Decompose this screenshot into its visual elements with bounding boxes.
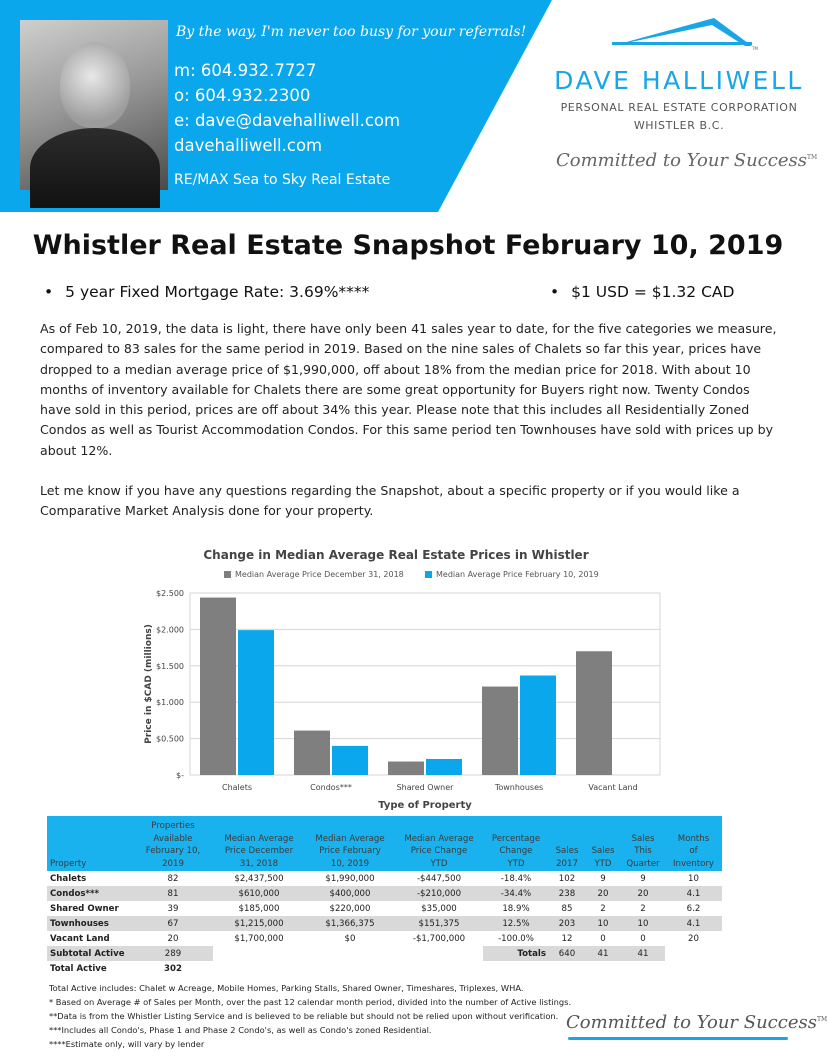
table-cell: 6.2 (686, 903, 701, 914)
table-cell: 39 (167, 903, 179, 914)
bar-dec-sharedowner (388, 762, 424, 775)
y-tick-label: $1.500 (156, 661, 184, 671)
bar-feb-chalets (238, 630, 274, 775)
table-cell: -$447,500 (416, 873, 462, 884)
logo-name: DAVE HALLIWELL (554, 66, 804, 95)
logo-slogan: Committed to Your Success™ (556, 150, 818, 171)
table-row (47, 901, 722, 916)
note-total-active: Total Active includes: Chalet w Acreage, Mobile Homes, Parking Stalls, Shared Owner, Timeshares, Triplexes, WHA. (49, 983, 524, 993)
y-axis-label: Price in $CAD (millions) (144, 624, 154, 744)
table-cell: $1,215,000 (213, 916, 305, 931)
table-header-row (47, 816, 722, 871)
header-percentage: Percentage Change YTD (483, 816, 549, 871)
table-cell: 4.1 (665, 916, 722, 931)
y-tick-label: $1.000 (156, 698, 184, 708)
snapshot-table (47, 816, 722, 976)
y-tick-label: $2.000 (156, 625, 184, 635)
header-price-dec: Median Average Price December 31, 2018 (213, 816, 305, 871)
x-tick-label: Chalets (221, 783, 253, 792)
page-title: Whistler Real Estate Snapshot February 10, 2019 (32, 230, 784, 261)
table-cell: 2 (600, 903, 606, 914)
table-cell: 302 (164, 963, 182, 974)
x-tick-label: Vacant Land (588, 783, 638, 792)
legend-item-dec: Median Average Price December 31, 2018 (224, 570, 404, 579)
table-row (47, 886, 722, 901)
table-cell: $610,000 (213, 886, 305, 901)
y-tick-label: $0.500 (156, 734, 184, 744)
table-row (47, 931, 722, 946)
table-cell: $1,366,375 (305, 916, 395, 931)
summary-paragraph: As of Feb 10, 2019, the data is light, there have only been 41 sales year to date, for the five categories we measure, compared to 83 sales for the same period in 2019. Based on the nine sales of Chalets so far this year, prices have dropped to a median average price of $1,990,000, off about 18% from the median price for 2018. With about 10 months of inventory available for Chalets there are some great opportunity for Buyers right now. Twenty Condos have sold in this period, prices are off about 34% this year. Please note that this includes all Residentially Zoned Condos as well as Tourist Accommodation Condos. For this same period ten Townhouses have sold with prices up by about 12%. (40, 321, 777, 458)
table-cell: 203 (549, 916, 585, 931)
header-available: Properties Available February 10, 2019 (133, 816, 213, 871)
mobile-phone[interactable]: m: 604.932.7727 (174, 61, 317, 80)
table-cell: 20 (688, 933, 699, 944)
logo-tm: TM (752, 46, 758, 51)
table-cell: $35,000 (421, 903, 457, 914)
legend-item-feb: Median Average Price February 10, 2019 (425, 570, 599, 579)
contact-paragraph: Let me know if you have any questions regarding the Snapshot, about a specific property or if you would like a Comparative Market Analysis done for your property. (40, 483, 740, 519)
total-active-row (47, 961, 722, 976)
bar-dec-condos (294, 731, 330, 775)
table-cell: 640 (549, 946, 585, 961)
referral-tagline: By the way, I'm never too busy for your referrals! (176, 24, 527, 40)
table-cell: Subtotal Active (47, 946, 133, 961)
table-cell: 12 (561, 933, 573, 944)
note-condos: ***Includes all Condo's, Phase 1 and Phase 2 Condo's, as well as Condo's zoned Residential. (49, 1025, 432, 1035)
note-estimate: ****Estimate only, will vary by lender (49, 1039, 205, 1049)
header-sales-quarter: Sales This Quarter (621, 816, 665, 871)
footer-underline (568, 1037, 788, 1040)
table-cell: Condos*** (47, 886, 133, 901)
table-cell: 20 (621, 886, 665, 901)
table-cell: -100.0% (498, 933, 534, 944)
table-cell: $1,700,000 (234, 933, 284, 944)
table-cell: 2 (640, 903, 646, 914)
table-cell: -34.4% (483, 886, 549, 901)
header-property: Property (47, 816, 133, 871)
table-cell: $0 (344, 933, 356, 944)
table-row (47, 916, 722, 931)
bar-feb-sharedowner (426, 759, 462, 775)
table-cell: 41 (621, 946, 665, 961)
table-cell: -$210,000 (395, 886, 483, 901)
table-cell: $1,990,000 (325, 873, 375, 884)
table-cell: 18.9% (502, 903, 530, 914)
table-cell: 12.5% (483, 916, 549, 931)
header-sales-2017: Sales 2017 (549, 816, 585, 871)
y-tick-label: $2.500 (156, 589, 184, 598)
x-tick-label: Shared Owner (396, 783, 454, 792)
bar-feb-townhouses (520, 676, 556, 775)
table-cell: 238 (549, 886, 585, 901)
table-row (47, 871, 722, 886)
footer-slogan: Committed to Your Success™ (566, 1012, 827, 1033)
price-bar-chart (140, 543, 680, 813)
note-data-source: **Data is from the Whistler Listing Service and is believed to be reliable but should not be relied upon without verification. (49, 1011, 559, 1021)
table-cell (213, 946, 305, 961)
table-cell: $185,000 (238, 903, 280, 914)
note-average-sales: * Based on Average # of Sales per Month, over the past 12 calendar month period, divided into the number of Active listings. (49, 997, 572, 1007)
table-cell: 67 (133, 916, 213, 931)
table-cell: Chalets (50, 873, 87, 884)
bar-dec-vacantland (576, 651, 612, 775)
table-cell: 20 (585, 886, 621, 901)
table-cell: 85 (561, 903, 573, 914)
website-link[interactable]: davehalliwell.com (174, 136, 323, 155)
table-cell: Total Active (50, 963, 107, 974)
x-tick-label: Condos*** (310, 783, 352, 792)
table-cell: 81 (133, 886, 213, 901)
header-price-change: Median Average Price Change YTD (395, 816, 483, 871)
agent-photo (20, 20, 168, 190)
header-months-inventory: Months of Inventory (665, 816, 722, 871)
table-cell: $220,000 (329, 903, 371, 914)
table-cell: 289 (133, 946, 213, 961)
table-cell: 102 (558, 873, 576, 884)
subtotal-row (47, 946, 722, 961)
bar-dec-townhouses (482, 687, 518, 775)
header-price-feb: Median Average Price February 10, 2019 (305, 816, 395, 871)
table-cell: $151,375 (395, 916, 483, 931)
table-cell: 10 (585, 916, 621, 931)
table-cell: $2,437,500 (234, 873, 284, 884)
table-cell (665, 946, 722, 961)
chart-title: Change in Median Average Real Estate Prices in Whistler (203, 548, 589, 562)
table-cell: 9 (640, 873, 646, 884)
table-cell: $400,000 (305, 886, 395, 901)
table-cell: 0 (640, 933, 646, 944)
table-cell: 82 (167, 873, 179, 884)
table-cell: -$1,700,000 (412, 933, 466, 944)
table-cell: Vacant Land (50, 933, 110, 944)
x-tick-label: Townhouses (494, 783, 544, 792)
logo-corporation: PERSONAL REAL ESTATE CORPORATION (560, 101, 798, 114)
table-cell: 9 (600, 873, 606, 884)
email-link[interactable]: e: dave@davehalliwell.com (174, 111, 401, 130)
office-phone[interactable]: o: 604.932.2300 (174, 86, 311, 105)
brokerage-name: RE/MAX Sea to Sky Real Estate (174, 172, 391, 188)
table-cell: 10 (621, 916, 665, 931)
table-cell: 41 (585, 946, 621, 961)
table-cell: 10 (688, 873, 699, 884)
header-sales-ytd: Sales YTD (585, 816, 621, 871)
logo-city: WHISTLER B.C. (633, 119, 725, 132)
bar-feb-condos (332, 746, 368, 775)
table-cell: 20 (167, 933, 179, 944)
table-cell: Shared Owner (50, 903, 119, 914)
table-cell: 4.1 (665, 886, 722, 901)
table-cell: Townhouses (47, 916, 133, 931)
table-cell: 0 (600, 933, 606, 944)
table-cell (395, 946, 483, 961)
table-cell (305, 946, 395, 961)
table-cell: -18.4% (500, 873, 532, 884)
y-tick-label: $- (176, 771, 184, 780)
x-axis-label: Type of Property (378, 800, 472, 811)
mortgage-rate-bullet: • 5 year Fixed Mortgage Rate: 3.69%**** (44, 283, 369, 301)
exchange-rate-bullet: • $1 USD = $1.32 CAD (550, 283, 734, 301)
table-cell: Totals (483, 946, 549, 961)
bar-dec-chalets (200, 598, 236, 775)
